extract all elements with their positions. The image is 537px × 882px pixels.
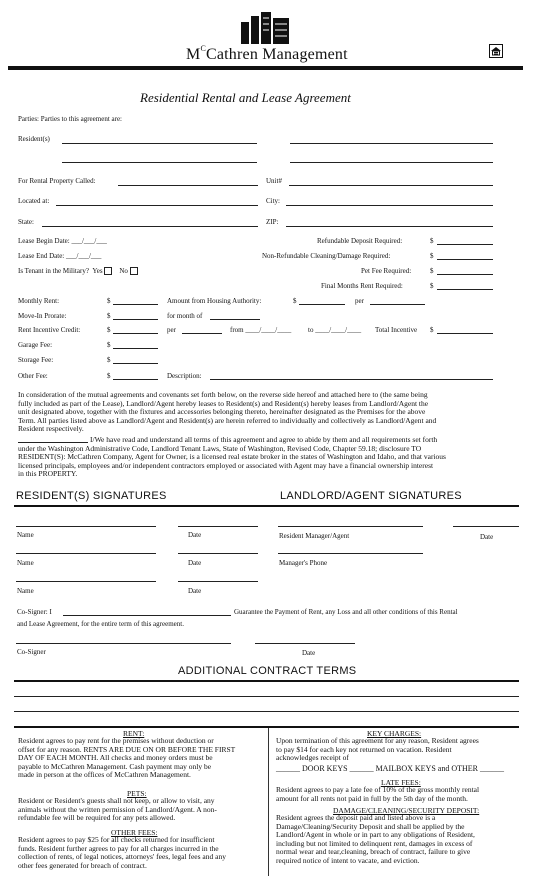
dollar-sign: $ [107,312,111,320]
military-label: Is Tenant in the Military? Yes No [18,267,138,275]
unit-field[interactable] [289,185,493,186]
resident-signature-line-2[interactable] [16,553,156,554]
resident-manager-label: Resident Manager/Agent [279,532,350,540]
city-field[interactable] [286,205,493,206]
terms-divider [268,728,269,876]
property-called-field[interactable] [118,185,258,186]
damage-deposit-text: Resident agrees the deposit paid and listed above is a Damage/Cleaning/Security Deposit and shall be applied by the Landlord/Agent in whole or in part to any obligations of Resident, including but not limited to delinquent rent, damages in excess of normal wear and tear,cleaning, breach of contract, failure to give required notice of intent to vacate, and eviction. [276,813,475,865]
other-fee-field[interactable] [113,379,158,380]
refundable-deposit-field[interactable] [437,244,493,245]
monthly-rent-field[interactable] [113,304,158,305]
co-signer-i-label: Co-Signer: I [17,608,52,616]
incentive-from-label: from ____/____/____ [230,326,292,334]
consideration-paragraph: In consideration of the mutual agreements and covenants set forth below, on the reverse side hereof and attached here to (the same being fully included as part of the Lease), Landlord/Agent hereby leases to Resident(s) and Resident(s) hereby leases from Landlord/Agent the unit designated above, together with the fixtures and accessories belonging thereto, hereinafter designated as the Premises for the above Term. All parties listed above as Landlord/Agent and Resident(s) are herein referred to individually and collectively as Landlord/Agent and Resident respectively. [18,390,437,434]
resident-signature-line-3[interactable] [16,581,156,582]
pets-title: PETS: [127,789,147,798]
description-label: Description: [167,372,202,380]
resident-line-4[interactable] [290,162,493,163]
dollar-sign: $ [430,237,434,245]
damage-deposit-title: DAMAGE/CLEANING/SECURITY DEPOSIT: [333,806,480,815]
located-at-field[interactable] [56,205,258,206]
dollar-sign: $ [293,297,297,305]
dollar-sign: $ [430,267,434,275]
name-label: Name [17,559,34,567]
final-months-label: Final Months Rent Required: [321,282,403,290]
housing-authority-field[interactable] [299,304,345,305]
incentive-to-label: to ____/____/____ [308,326,362,334]
final-months-field[interactable] [437,289,493,290]
dollar-sign: $ [430,282,434,290]
header-rule [8,66,523,70]
resident-date-line-2[interactable] [178,553,258,554]
garage-fee-label: Garage Fee: [18,341,53,349]
co-signer-date-line[interactable] [255,643,355,644]
date-label: Date [188,587,202,595]
military-yes-checkbox[interactable] [104,267,112,275]
acknowledge-paragraph: I/We have read and understand all terms of this agreement and agree to abide by them and all requirements set forth under the Washington Administrative Code, Landlord Tenant Laws, State of Washington, Revised Code, Chapter 59.18; disclosure TO RESIDENT(S): McCathren Company, Agent for Owner, is a licensed real estate broker in the states of Washington and Idaho, and that various licensed principals, employees and/or independent contractors employed or associated with Agent may have a financial ownership interest in this PROPERTY. [18,435,446,479]
landlord-signatures-heading: LANDLORD/AGENT SIGNATURES [280,490,462,502]
lease-end-label: Lease End Date: ___/___/___ [18,252,102,260]
property-called-label: For Rental Property Called: [18,177,96,185]
pet-fee-field[interactable] [437,274,493,275]
month-of-field[interactable] [210,319,260,320]
manager-phone-line[interactable] [278,553,423,554]
additional-rule [14,680,519,682]
non-refundable-field[interactable] [437,259,493,260]
dollar-sign: $ [107,372,111,380]
date-label: Date [302,649,316,657]
residents-signatures-heading: RESIDENT(S) SIGNATURES [16,490,167,502]
zip-label: ZIP: [266,218,279,226]
zip-field[interactable] [286,226,493,227]
dollar-sign: $ [107,326,111,334]
additional-line-2[interactable] [14,711,519,712]
state-label: State: [18,218,34,226]
resident-line-3[interactable] [62,162,257,163]
located-at-label: Located at: [18,197,50,205]
other-fees-title: OTHER FEES: [111,828,158,837]
dollar-sign: $ [430,326,434,334]
rent-text: Resident agrees to pay rent for the premises without deduction or offset for any reason. RENTS ARE DUE ON OR BEFORE THE FIRST DAY OF EACH MONTH. All checks and money orders must be payable to McCathren Management. Cash payment may only be made in person at the offices of McCathren Management. [18,736,236,780]
per-field[interactable] [370,304,425,305]
co-signer-name-field[interactable] [63,615,231,616]
description-field[interactable] [210,379,493,380]
garage-fee-field[interactable] [113,348,158,349]
manager-date-line[interactable] [453,526,519,527]
city-label: City: [266,197,281,205]
non-refundable-label: Non-Refundable Cleaning/Damage Required: [262,252,391,260]
equal-housing-icon [489,44,503,58]
pets-text: Resident or Resident's guests shall not keep, or allow to visit, any animals without the written permission of Landlord/Agent. A non- refundable fee will be required for any pets allowed. [18,796,217,823]
manager-signature-line[interactable] [278,526,423,527]
guarantee-text-2: and Lease Agreement, for the entire term of this agreement. [17,620,184,628]
parties-label: Parties: Parties to this agreement are: [18,115,122,123]
lease-begin-label: Lease Begin Date: ___/___/___ [18,237,107,245]
dollar-sign: $ [107,297,111,305]
total-incentive-label: Total Incentive [375,326,418,334]
resident-line-2[interactable] [290,143,493,144]
co-signer-label: Co-Signer [17,648,46,656]
resident-line-1[interactable] [62,143,257,144]
rent-incentive-field[interactable] [113,333,158,334]
key-charges-title: KEY CHARGES: [367,729,422,738]
total-incentive-field[interactable] [437,333,493,334]
other-fee-label: Other Fee: [18,372,48,380]
dollar-sign: $ [430,252,434,260]
dollar-sign: $ [107,341,111,349]
co-signer-signature-line[interactable] [16,643,231,644]
late-fees-text: Resident agrees to pay a late fee of 10% of the gross monthly rental amount for all rents not paid in full by the 5th day of the month. [276,785,480,803]
residents-label: Resident(s) [18,135,50,143]
name-label: Name [17,587,34,595]
document-title: Residential Rental and Lease Agreement [140,90,351,105]
resident-date-line-1[interactable] [178,526,258,527]
resident-date-line-3[interactable] [178,581,258,582]
incentive-per-label: per [167,326,176,334]
late-fees-title: LATE FEES: [381,778,421,787]
additional-line-1[interactable] [14,696,519,697]
keys-receipt: ______ DOOR KEYS ______ MAILBOX KEYS and OTHER ______ [276,764,504,773]
resident-signature-line-1[interactable] [16,526,156,527]
housing-authority-label: Amount from Housing Authority: [167,297,262,305]
unit-label: Unit# [266,177,282,185]
pet-fee-label: Pet Fee Required: [361,267,412,275]
other-fees-text: Resident agrees to pay $25 for all checks returned for insufficient funds. Resident further agrees to pay for all charges incurred in the collection of rents, of legal notices, attorneys' fees, legal fees and any other fees generated for breach of contract. [18,835,226,870]
date-label: Date [480,533,494,541]
company-name: $M^CCathren$ Management [186,44,348,63]
date-label: Date [188,559,202,567]
managers-phone-label: Manager's Phone [279,559,328,567]
date-label: Date [188,531,202,539]
refundable-deposit-label: Refundable Deposit Required: [317,237,403,245]
terms-rule [14,726,519,728]
military-no-checkbox[interactable] [130,267,138,275]
storage-fee-label: Storage Fee: [18,356,54,364]
state-field[interactable] [42,226,258,227]
per-label: per [355,297,364,305]
key-charges-text: Upon termination of this agreement for any reason, Resident agrees to pay $14 for each key not returned on vacation. Resident acknowledges receipt of [276,736,479,763]
signature-rule [14,505,519,507]
guarantee-text: Guarantee the Payment of Rent, any Loss and all other conditions of this Rental [234,608,458,616]
dollar-sign: $ [107,356,111,364]
move-in-field[interactable] [113,319,158,320]
storage-fee-field[interactable] [113,363,158,364]
rent-incentive-label: Rent Incentive Credit: [18,326,81,334]
month-of-label: for month of [167,312,203,320]
name-label: Name [17,531,34,539]
move-in-label: Move-In Prorate: [18,312,67,320]
additional-terms-heading: ADDITIONAL CONTRACT TERMS [178,665,357,677]
monthly-rent-label: Monthly Rent: [18,297,60,305]
rent-title: RENT: [123,729,145,738]
company-logo [241,12,291,44]
incentive-per-field[interactable] [182,333,222,334]
